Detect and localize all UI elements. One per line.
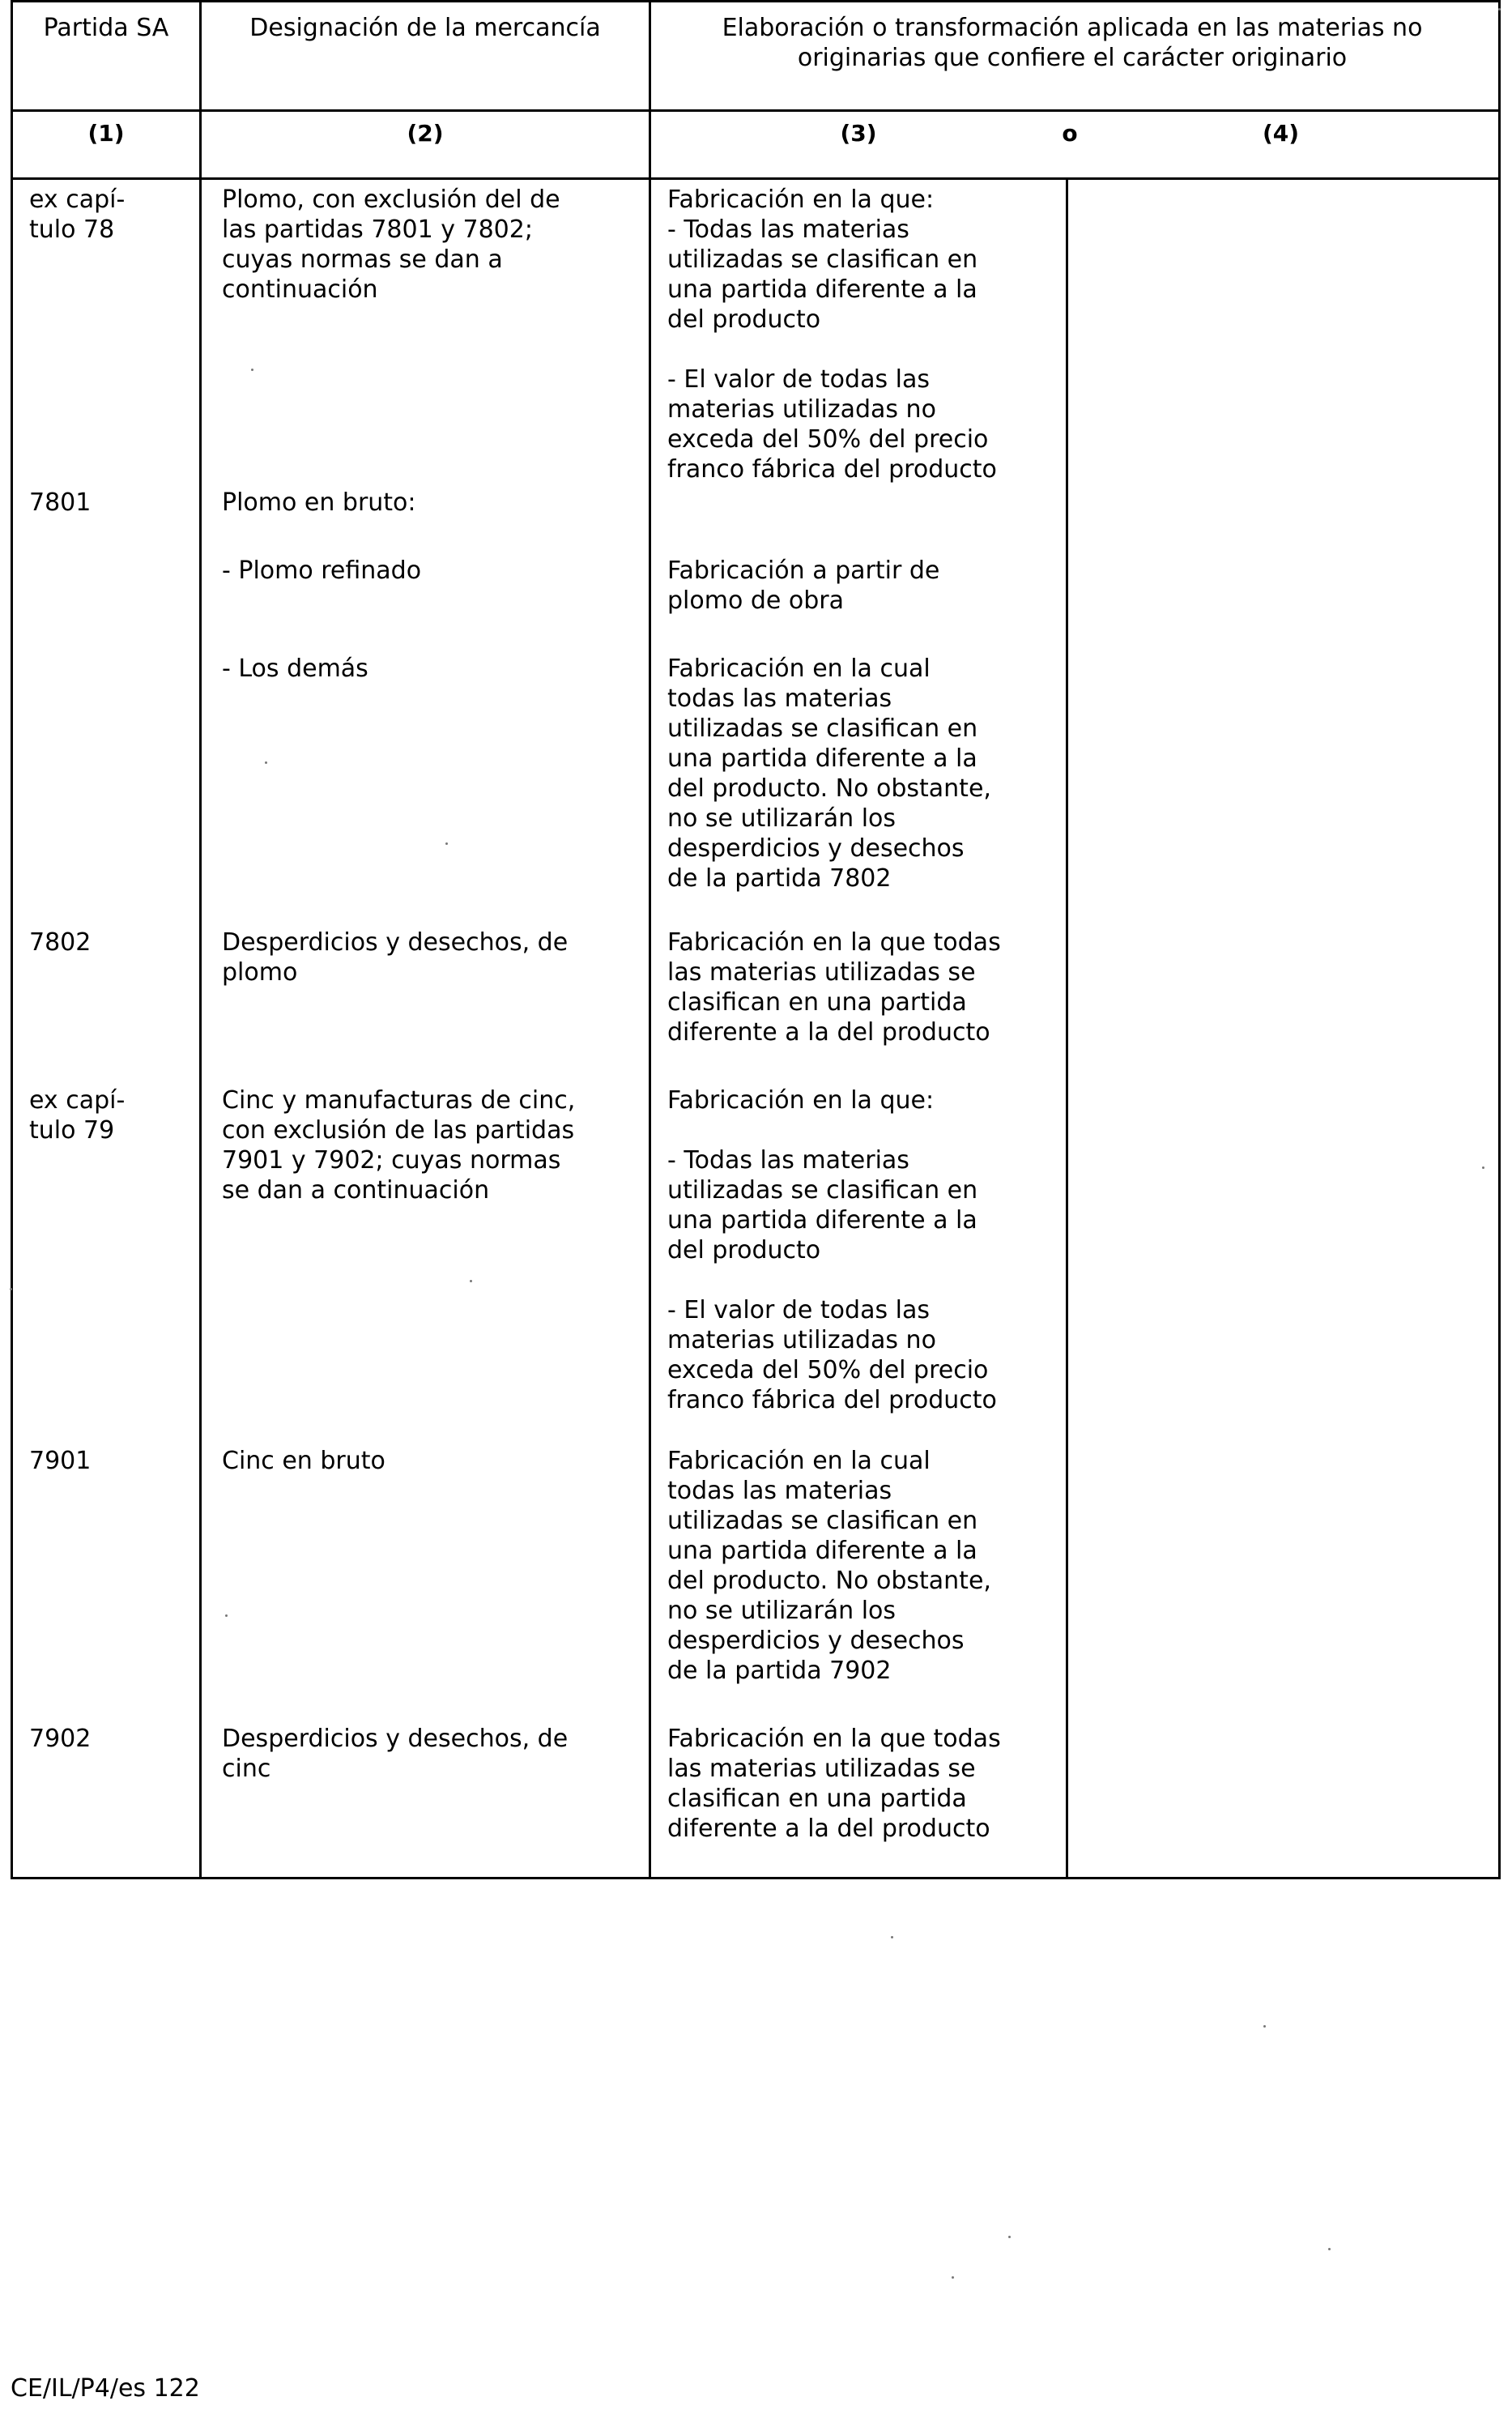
row-description: Desperdicios y desechos, de plomo (222, 928, 569, 987)
scan-speck (1482, 1166, 1484, 1169)
header-elaboracion: Elaboración o transformación aplicada en las materias no originarias que confiere el carácter originario (722, 14, 1423, 72)
row-rule: Fabricación en la que: - Todas las materias utilizadas se clasifican en una partida diferente a la del producto - El valor de todas las materias utilizadas no exceda del 50% del precio franco fábrica del producto (667, 186, 997, 484)
header-designacion: Designación de la mercancía (249, 14, 601, 42)
row-code: 7901 (29, 1447, 92, 1475)
scan-speck (445, 842, 448, 845)
row-rule: Fabricación a partir de plomo de obra (667, 557, 940, 615)
row-rule: Fabricación en la que: - Todas las materias utilizadas se clasifican en una partida diferente a la del producto - El valor de todas las materias utilizadas no exceda del 50% del precio franco fábrica del producto (667, 1086, 997, 1414)
header-rule-1 (13, 109, 1498, 112)
row-description: Cinc y manufacturas de cinc, con exclusión de las partidas 7901 y 7902; cuyas normas se dan a continuación (222, 1086, 576, 1205)
scan-speck (10, 1288, 12, 1290)
row-description: Plomo en bruto: (222, 488, 416, 517)
rules-table (11, 0, 1501, 1879)
scan-speck (952, 2276, 954, 2279)
scan-speck (1263, 2025, 1266, 2028)
scan-speck (891, 1936, 893, 1938)
row-code: 7801 (29, 488, 92, 517)
header-rule-2 (13, 177, 1498, 180)
row-description: - Los demás (222, 655, 368, 683)
row-code: ex capí- tulo 78 (29, 186, 126, 244)
row-description: Cinc en bruto (222, 1447, 385, 1475)
row-code: ex capí- tulo 79 (29, 1086, 126, 1145)
row-description: Desperdicios y desechos, de cinc (222, 1725, 569, 1783)
column-divider-2 (649, 0, 651, 1879)
row-code: 7902 (29, 1725, 92, 1753)
row-description: - Plomo refinado (222, 557, 422, 585)
page-reference-footer: CE/IL/P4/es 122 (11, 2374, 200, 2403)
header-number-1: (1) (87, 120, 125, 147)
scan-speck (225, 1614, 228, 1617)
header-partida-sa: Partida SA (43, 14, 169, 42)
scan-speck (1498, 8, 1501, 11)
header-or: o (1062, 120, 1078, 147)
scan-speck (251, 369, 253, 371)
scan-speck (265, 761, 267, 764)
header-number-4: (4) (1262, 120, 1300, 147)
row-rule: Fabricación en la que todas las materias utilizadas se clasifican en una partida diferente a la del producto (667, 1725, 1001, 1843)
row-rule: Fabricación en la cual todas las materias utilizadas se clasifican en una partida diferente a la del producto. No obstante, no se utilizarán los desperdicios y desechos de la partida 7802 (667, 655, 991, 893)
header-number-3: (3) (840, 120, 877, 147)
scan-speck (470, 1280, 472, 1282)
scan-speck (1328, 2248, 1331, 2250)
row-code: 7802 (29, 928, 92, 957)
scan-speck (1008, 2236, 1011, 2238)
header-number-2: (2) (407, 120, 444, 147)
column-divider-1 (199, 0, 202, 1879)
table-top-border (13, 0, 1498, 2)
row-rule: Fabricación en la que todas las materias utilizadas se clasifican en una partida diferente a la del producto (667, 928, 1001, 1047)
row-description: Plomo, con exclusión del de las partidas 7801 y 7802; cuyas normas se dan a continuación (222, 186, 560, 304)
row-rule: Fabricación en la cual todas las materias utilizadas se clasifican en una partida diferente a la del producto. No obstante, no se utilizarán los desperdicios y desechos de la partida 7902 (667, 1447, 991, 1685)
column-divider-3 (1066, 180, 1068, 1879)
